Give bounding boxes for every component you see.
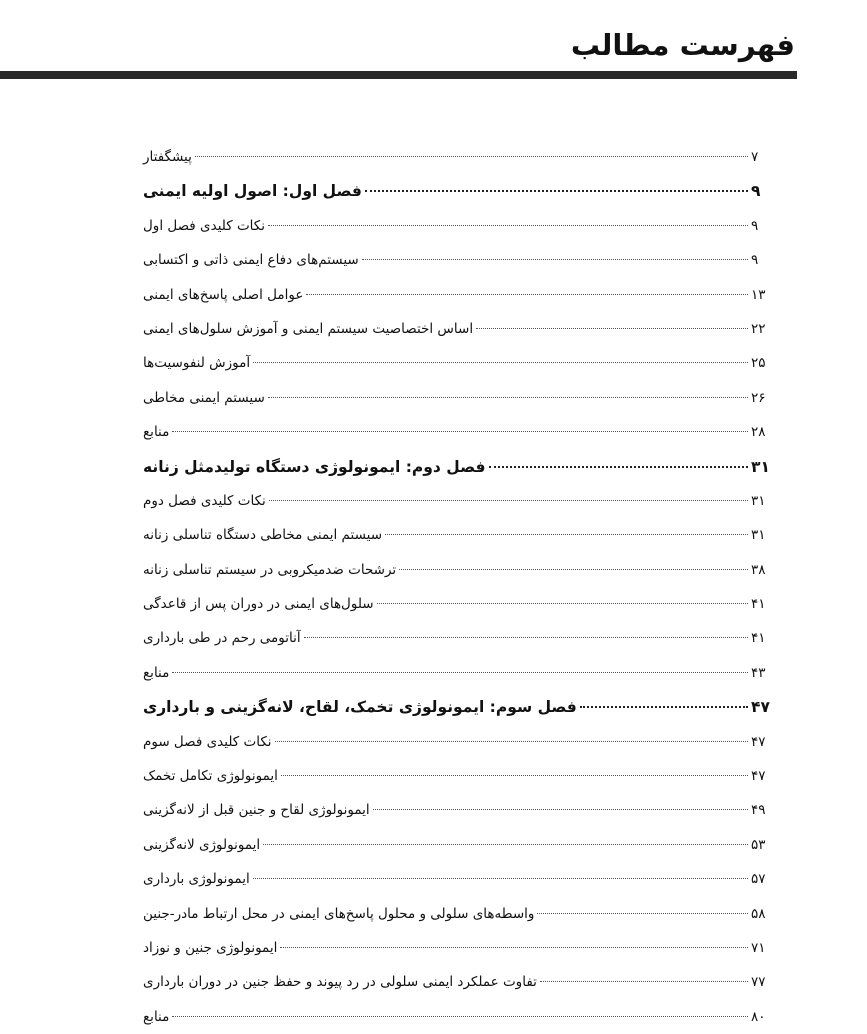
toc-entry-page: ۳۱ bbox=[751, 527, 766, 544]
page-title: فهرست مطالب bbox=[570, 28, 795, 62]
dot-leader bbox=[263, 844, 748, 845]
dot-leader bbox=[476, 328, 748, 329]
toc-entry bbox=[143, 1000, 773, 1034]
dot-leader bbox=[253, 362, 748, 363]
toc-entry-page: ۲۵ bbox=[751, 355, 766, 372]
toc-entry-title: سیستم ایمنی مخاطی bbox=[143, 389, 265, 406]
dot-leader bbox=[489, 466, 748, 468]
toc-entry bbox=[143, 725, 773, 759]
dot-leader bbox=[580, 706, 748, 708]
toc-entry-title: سلول‌های ایمنی در دوران پس از قاعدگی bbox=[143, 596, 374, 613]
toc-entry bbox=[143, 278, 773, 312]
dot-leader bbox=[362, 259, 748, 260]
toc-entry bbox=[143, 415, 773, 449]
toc-chapter-page: ۹ bbox=[751, 182, 761, 201]
toc-entry-page: ۷۷ bbox=[751, 974, 766, 991]
toc-entry-title: ایمونولوژی لقاح و جنین قبل از لانه‌گزینی bbox=[143, 802, 370, 819]
dot-leader bbox=[537, 913, 748, 914]
toc-entry-title: عوامل اصلی پاسخ‌های ایمنی bbox=[143, 286, 304, 303]
toc-entry-title: ایمونولوژی لانه‌گزینی bbox=[143, 836, 261, 853]
toc-chapter-title: فصل سوم: ایمونولوژی تخمک، لقاح، لانه‌گزینی و بارداری bbox=[143, 698, 577, 717]
toc-entry-title: منابع bbox=[143, 424, 170, 441]
dot-leader bbox=[172, 431, 748, 432]
dot-leader bbox=[385, 534, 748, 535]
dot-leader bbox=[399, 569, 748, 570]
toc-entry-title: نکات کلیدی فصل سوم bbox=[143, 733, 272, 750]
toc-entry bbox=[143, 381, 773, 415]
dot-leader bbox=[275, 741, 748, 742]
toc-entry-title: ایمونولوژی بارداری bbox=[143, 871, 250, 888]
toc-entry bbox=[143, 828, 773, 862]
toc-entry-page: ۳۱ bbox=[751, 492, 766, 509]
toc-entry bbox=[143, 862, 773, 896]
toc-entry-title: منابع bbox=[143, 1008, 170, 1025]
toc-entry-page: ۴۹ bbox=[751, 802, 766, 819]
header-rule bbox=[0, 71, 797, 79]
toc-entry-title: ایمونولوژی تکامل تخمک bbox=[143, 768, 278, 785]
toc-entry-page: ۸۰ bbox=[751, 1008, 766, 1025]
toc-entry bbox=[143, 897, 773, 931]
toc-entry-title: آناتومی رحم در طی بارداری bbox=[143, 630, 301, 647]
dot-leader bbox=[304, 637, 748, 638]
dot-leader bbox=[268, 225, 748, 226]
toc-chapter-page: ۳۱ bbox=[751, 457, 770, 476]
dot-leader bbox=[306, 294, 748, 295]
toc-entry-page: ۲۸ bbox=[751, 424, 766, 441]
toc-entry-title: نکات کلیدی فصل دوم bbox=[143, 492, 266, 509]
toc-entry-page: ۲۲ bbox=[751, 320, 766, 337]
dot-leader bbox=[253, 878, 748, 879]
dot-leader bbox=[172, 1016, 748, 1017]
toc-entry-page: ۳۸ bbox=[751, 561, 766, 578]
toc-entry bbox=[143, 587, 773, 621]
toc-entry-page: ۴۱ bbox=[751, 630, 766, 647]
toc-entry bbox=[143, 793, 773, 827]
toc-chapter-title: فصل اول: اصول اولیه ایمنی bbox=[143, 182, 362, 201]
toc-entry bbox=[143, 965, 773, 999]
toc-chapter-title: فصل دوم: ایمونولوژی دستگاه تولیدمثل زنانه bbox=[143, 457, 486, 476]
toc-entry-page: ۴۷ bbox=[751, 733, 766, 750]
toc-entry bbox=[143, 621, 773, 655]
dot-leader bbox=[377, 603, 748, 604]
toc-entry-title: نکات کلیدی فصل اول bbox=[143, 217, 265, 234]
toc-entry bbox=[143, 243, 773, 277]
toc-entry-title: منابع bbox=[143, 664, 170, 681]
dot-leader bbox=[365, 190, 748, 192]
toc-entry bbox=[143, 346, 773, 380]
toc-entry-title: پیشگفتار bbox=[143, 149, 192, 165]
dot-leader bbox=[281, 775, 748, 776]
toc-chapter bbox=[143, 690, 773, 724]
dot-leader bbox=[268, 397, 748, 398]
toc-entry bbox=[143, 312, 773, 346]
toc-entry bbox=[143, 209, 773, 243]
toc-entry-page: ۵۳ bbox=[751, 836, 766, 853]
toc-entry-title: تفاوت عملکرد ایمنی سلولی در رد پیوند و حفظ جنین در دوران بارداری bbox=[143, 974, 537, 991]
toc-entry bbox=[143, 656, 773, 690]
toc-entry-title: اساس اختصاصیت سیستم ایمنی و آموزش سلول‌های ایمنی bbox=[143, 320, 474, 337]
toc-entry bbox=[143, 553, 773, 587]
toc-entry-title: ایمونولوژی جنین و نوزاد bbox=[143, 939, 278, 956]
toc-entry bbox=[143, 140, 773, 174]
toc-chapter bbox=[143, 450, 773, 484]
toc-chapter bbox=[143, 174, 773, 208]
toc-entry-page: ۵۷ bbox=[751, 871, 766, 888]
toc-entry-page: ۷۱ bbox=[751, 939, 766, 956]
dot-leader bbox=[373, 809, 748, 810]
dot-leader bbox=[269, 500, 748, 501]
toc-entry-page: ۴۳ bbox=[751, 664, 766, 681]
toc-entry-title: ترشحات ضدمیکروبی در سیستم تناسلی زنانه bbox=[143, 561, 397, 578]
toc-entry-title: سیستم‌های دفاع ایمنی ذاتی و اکتسابی bbox=[143, 252, 359, 269]
toc-entry-title: آموزش لنفوسیت‌ها bbox=[143, 355, 251, 372]
toc-entry bbox=[143, 759, 773, 793]
dot-leader bbox=[280, 947, 748, 948]
toc-entry bbox=[143, 484, 773, 518]
toc-chapter-page: ۴۷ bbox=[751, 698, 770, 717]
toc-entry-title: واسطه‌های سلولی و محلول پاسخ‌های ایمنی در محل ارتباط مادر-جنین bbox=[143, 905, 535, 922]
toc-entry-page: ۷ bbox=[751, 149, 759, 165]
toc-entry bbox=[143, 931, 773, 965]
toc-entry-page: ۴۷ bbox=[751, 768, 766, 785]
toc-entry-page: ۹ bbox=[751, 252, 759, 269]
dot-leader bbox=[540, 981, 748, 982]
toc-entry-page: ۵۸ bbox=[751, 905, 766, 922]
toc-entry-title: سیستم ایمنی مخاطی دستگاه تناسلی زنانه bbox=[143, 527, 383, 544]
toc-entry-page: ۲۶ bbox=[751, 389, 766, 406]
toc-entry-page: ۹ bbox=[751, 217, 759, 234]
toc-entry-page: ۱۳ bbox=[751, 286, 766, 303]
dot-leader bbox=[195, 156, 748, 157]
table-of-contents bbox=[143, 140, 773, 1034]
toc-entry bbox=[143, 518, 773, 552]
dot-leader bbox=[172, 672, 748, 673]
toc-entry-page: ۴۱ bbox=[751, 596, 766, 613]
